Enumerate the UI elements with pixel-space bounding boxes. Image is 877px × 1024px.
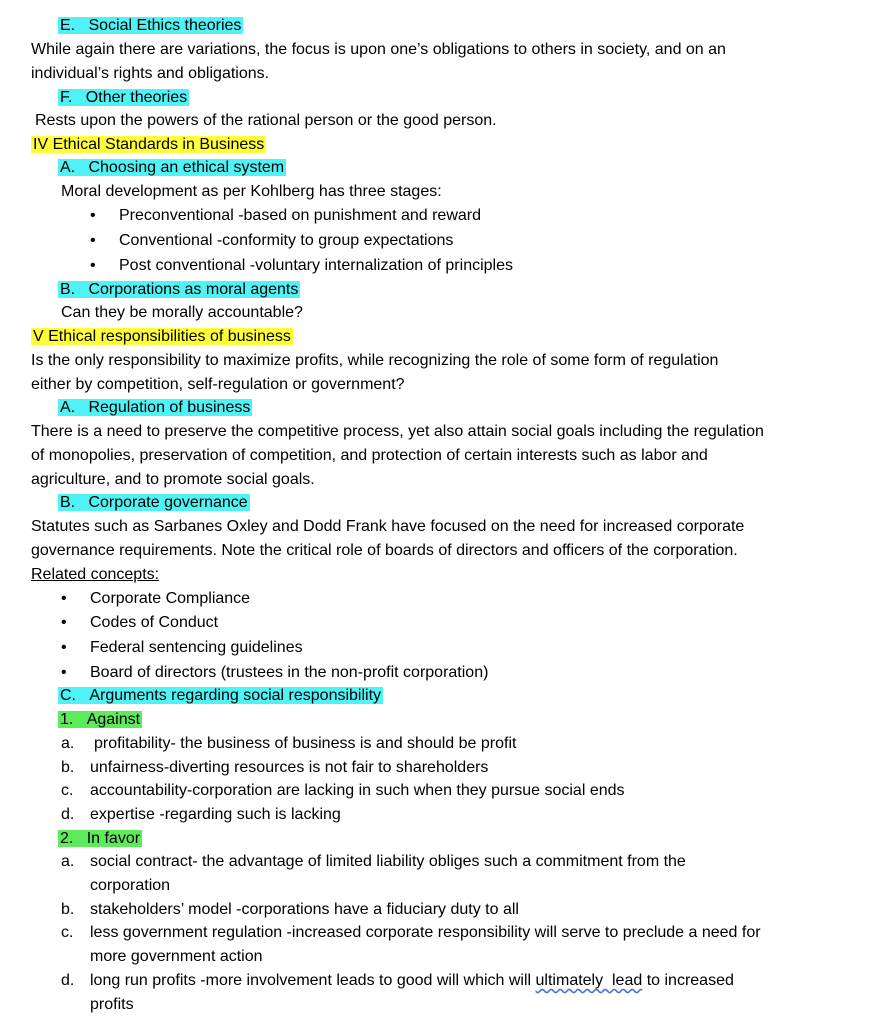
list-item xyxy=(61,922,761,944)
bullet: • xyxy=(61,614,67,631)
list-item-text-tail: to increased xyxy=(642,972,734,989)
heading-title: Regulation of business xyxy=(88,399,251,416)
list-item-text: unfairness-diverting resources is not fair to shareholders xyxy=(90,759,489,776)
list-marker: b. xyxy=(61,901,75,918)
bullet: • xyxy=(90,207,96,224)
heading-ethical-standards xyxy=(31,134,266,156)
heading-marker: 1. xyxy=(60,711,74,728)
paragraph-line: agriculture, and to promote social goals. xyxy=(31,471,315,488)
heading-title: IV Ethical Standards in Business xyxy=(33,136,265,153)
heading-title: V Ethical responsibilities of business xyxy=(33,328,291,345)
list-item-continuation: corporation xyxy=(90,877,171,894)
list-item xyxy=(61,780,625,802)
heading-marker: A. xyxy=(60,399,76,416)
list-item-text: Codes of Conduct xyxy=(90,614,219,631)
heading-choosing-ethical-system xyxy=(58,157,286,179)
paragraph-line: governance requirements. Note the critical role of boards of directors and officers of the corporation. xyxy=(31,542,738,559)
list-marker: c. xyxy=(61,924,74,941)
bullet: • xyxy=(90,257,96,274)
paragraph-line: There is a need to preserve the competitive process, yet also attain social goals including the regulation xyxy=(31,423,764,440)
list-item xyxy=(61,899,519,921)
heading-marker: E. xyxy=(60,17,76,34)
list-item-text: Federal sentencing guidelines xyxy=(90,639,303,656)
list-item-text: social contract- the advantage of limited liability obliges such a commitment from the xyxy=(90,853,686,870)
list-item-text: accountability-corporation are lacking in such when they pursue social ends xyxy=(90,782,625,799)
paragraph-line: Can they be morally accountable? xyxy=(61,304,303,321)
paragraph-line: While again there are variations, the focus is upon one’s obligations to others in society, and on an xyxy=(31,41,726,58)
list-item xyxy=(61,637,303,659)
list-item xyxy=(90,230,454,252)
paragraph-line: individual’s rights and obligations. xyxy=(31,65,270,82)
bullet: • xyxy=(61,664,67,681)
heading-marker: C. xyxy=(60,687,76,704)
list-item xyxy=(90,205,482,227)
heading-in-favor xyxy=(58,828,142,850)
heading-social-ethics xyxy=(58,15,243,37)
list-item-text: profitability- the business of business is and should be profit xyxy=(94,735,517,752)
heading-title: Choosing an ethical system xyxy=(88,159,285,176)
list-item-text: Conventional -conformity to group expectations xyxy=(119,232,454,249)
bullet: • xyxy=(90,232,96,249)
list-item xyxy=(61,970,734,992)
heading-corporate-governance xyxy=(58,492,250,514)
list-item-text: Corporate Compliance xyxy=(90,590,251,607)
list-marker: d. xyxy=(61,806,75,823)
list-marker: a. xyxy=(61,853,75,870)
heading-marker: F. xyxy=(60,89,73,106)
list-item-text: Board of directors (trustees in the non-profit corporation) xyxy=(90,664,489,681)
heading-marker: 2. xyxy=(60,830,74,847)
paragraph-line: of monopolies, preservation of competition, and protection of certain interests such as labor and xyxy=(31,447,708,464)
paragraph-line: Statutes such as Sarbanes Oxley and Dodd Frank have focused on the need for increased corporate xyxy=(31,518,745,535)
list-marker: b. xyxy=(61,759,75,776)
list-item-text: long run profits -more involvement leads to good will which will xyxy=(90,972,536,989)
heading-title: In favor xyxy=(86,830,141,847)
list-item-text: stakeholders’ model -corporations have a fiduciary duty to all xyxy=(90,901,519,918)
list-item-text: Preconventional -based on punishment and reward xyxy=(119,207,482,224)
list-item xyxy=(61,851,686,873)
list-item-text: Post conventional -voluntary internalization of principles xyxy=(119,257,513,274)
bullet: • xyxy=(61,639,67,656)
list-item xyxy=(61,612,219,634)
heading-marker: B. xyxy=(60,281,76,298)
list-marker: d. xyxy=(61,972,75,989)
list-item-text: less government regulation -increased corporate responsibility will serve to preclude a need for xyxy=(90,924,761,941)
heading-ethical-responsibilities xyxy=(31,326,293,348)
heading-title: Corporate governance xyxy=(88,494,248,511)
heading-other-theories xyxy=(58,87,189,109)
heading-title: Arguments regarding social responsibility xyxy=(89,687,382,704)
heading-marker: A. xyxy=(60,159,76,176)
heading-title: Social Ethics theories xyxy=(88,17,242,34)
related-concepts-label: Related concepts: xyxy=(31,566,160,583)
list-item xyxy=(61,757,489,779)
bullet: • xyxy=(61,590,67,607)
list-item xyxy=(61,662,489,684)
list-marker: c. xyxy=(61,782,74,799)
spellcheck-flagged-text: ultimately lead xyxy=(535,972,643,989)
heading-arguments-social-responsibility xyxy=(58,685,383,707)
paragraph-line: Is the only responsibility to maximize profits, while recognizing the role of some form of regulation xyxy=(31,352,719,369)
list-item-continuation: profits xyxy=(90,996,134,1013)
list-item xyxy=(61,804,341,826)
heading-corporations-moral-agents xyxy=(58,279,300,301)
list-marker: a. xyxy=(61,735,75,752)
paragraph-line: either by competition, self-regulation or government? xyxy=(31,376,405,393)
list-item-continuation: more government action xyxy=(90,948,263,965)
heading-marker: B. xyxy=(60,494,76,511)
paragraph-line: Rests upon the powers of the rational person or the good person. xyxy=(35,112,497,129)
paragraph-line: Moral development as per Kohlberg has three stages: xyxy=(61,183,442,200)
list-item-text: expertise -regarding such is lacking xyxy=(90,806,341,823)
heading-title: Corporations as moral agents xyxy=(88,281,299,298)
heading-title: Against xyxy=(86,711,141,728)
heading-title: Other theories xyxy=(85,89,188,106)
heading-against xyxy=(58,709,142,731)
heading-regulation-of-business xyxy=(58,397,252,419)
list-item xyxy=(61,733,517,755)
list-item xyxy=(61,588,251,610)
list-item xyxy=(90,255,513,277)
